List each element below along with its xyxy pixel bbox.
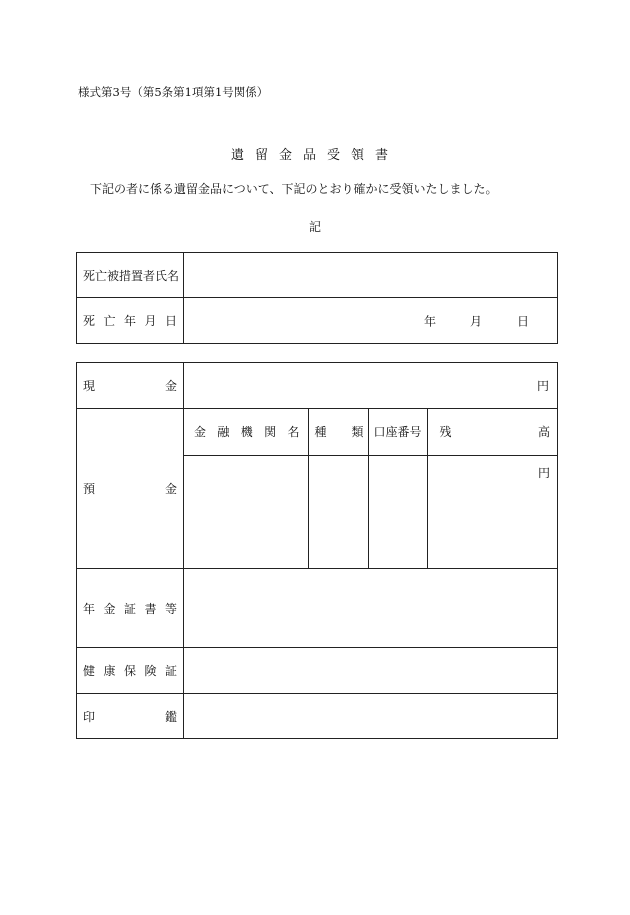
label-char: 現 [83,379,96,393]
seal-field[interactable] [184,694,558,739]
cash-label-cell [77,363,184,409]
pension-label [77,600,183,617]
deposit-detail-cell [184,409,558,569]
label-char: 日 [164,314,177,328]
label-char: 種 [314,425,327,440]
label-char: 証 [164,664,177,678]
death-date-field[interactable] [184,298,558,344]
deposit-label-cell [77,409,184,569]
account-number-field[interactable] [368,455,427,568]
form-number: 様式第3号（第5条第1項第1号関係） [78,85,269,99]
ki-marker: 記 [308,220,321,234]
label-char: 亡 [103,314,116,328]
label-char: 年 [123,314,136,328]
insurance-field[interactable] [184,648,558,694]
cash-amount-field[interactable] [184,363,558,409]
deceased-info-table [76,252,558,344]
label-char: 金 [103,601,116,616]
label-char: 健 [83,664,96,678]
balance-header-cell [427,409,558,455]
account-number-header: 口座番号 [373,425,422,440]
account-type-header-cell [308,409,368,455]
label-char: 印 [83,709,96,724]
label-char: 関 [264,425,277,440]
label-char: 名 [287,425,300,440]
deceased-name-field[interactable] [184,253,558,298]
year-unit: 年 [424,314,437,328]
label-char: 融 [217,425,230,440]
cash-label [77,377,183,394]
label-char: 険 [144,664,157,678]
label-char: 死 [83,314,96,328]
insurance-label [77,662,183,679]
belongings-table [76,362,558,739]
seal-label-cell [77,694,184,739]
deposit-detail-table [184,409,558,568]
account-number-header-cell [368,409,427,455]
bank-name-field[interactable] [184,455,308,568]
deceased-name-label: 死亡被措置者氏名 [83,268,180,283]
label-char: 金 [194,425,207,440]
account-type-field[interactable] [308,455,368,568]
death-date-label [77,312,183,329]
label-char: 金 [164,379,177,393]
label-char: 保 [123,664,136,678]
label-char: 書 [144,601,157,616]
pension-field[interactable] [184,569,558,648]
label-char: 証 [123,601,136,616]
account-type-header [309,423,368,440]
death-date-label-cell [77,298,184,344]
label-char: 預 [83,482,96,496]
label-char: 年 [83,601,96,616]
deposit-label [77,480,183,497]
label-char: 鑑 [164,709,177,724]
day-unit: 日 [517,314,530,328]
balance-yen-unit: 円 [537,465,550,480]
bank-name-header-cell [184,409,308,455]
balance-field[interactable] [427,455,558,568]
label-char: 月 [144,314,157,328]
intro-text: 下記の者に係る遺留金品について、下記のとおり確かに受領いたしました。 [90,182,498,196]
deceased-name-label-cell [77,253,184,298]
label-char: 康 [103,664,116,678]
bank-name-header [184,423,308,440]
document-title: 遺留金品受領書 [230,148,399,163]
balance-header-char-2: 高 [537,425,550,440]
seal-label [77,708,183,725]
label-char: 金 [164,482,177,496]
insurance-label-cell [77,648,184,694]
balance-header-char-1: 残 [439,425,452,440]
month-unit: 月 [470,314,483,328]
label-char: 等 [164,601,177,616]
label-char: 類 [351,425,364,440]
balance-header [428,423,559,440]
label-char: 機 [240,425,253,440]
cash-yen-unit: 円 [536,379,549,393]
pension-label-cell [77,569,184,648]
